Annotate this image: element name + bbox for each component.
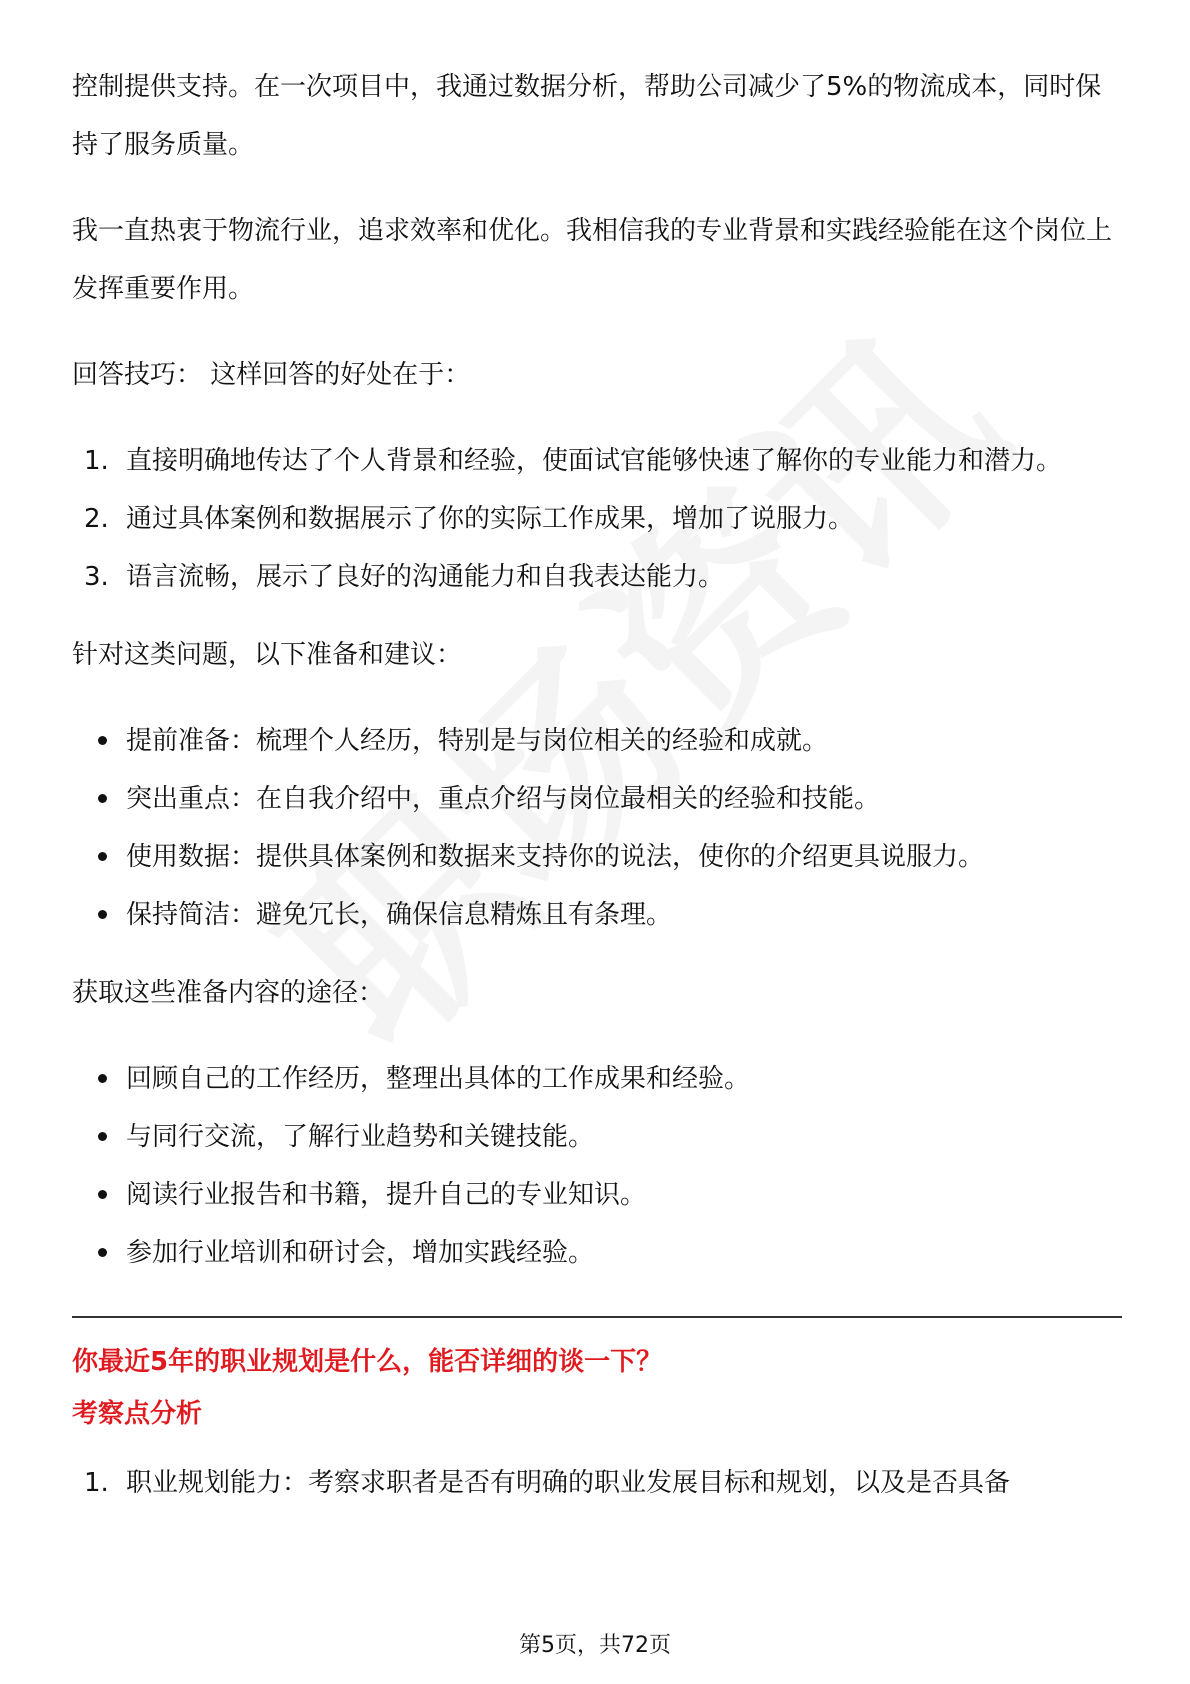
list-number: 2.	[84, 504, 109, 534]
list-item	[72, 1050, 1122, 1108]
list-item	[72, 490, 1122, 548]
source-intro: 获取这些准备内容的途径：	[72, 978, 385, 1008]
source-list	[72, 1050, 1122, 1282]
list-number: 1.	[84, 1468, 109, 1498]
list-item-text: 回顾自己的工作经历，整理出具体的工作成果和经验。	[126, 1064, 751, 1094]
list-number: 3.	[84, 562, 109, 592]
list-item-text: 使用数据：提供具体案例和数据来支持你的说法，使你的介绍更具说服力。	[126, 842, 985, 872]
list-item-text: 参加行业培训和研讨会，增加实践经验。	[126, 1238, 595, 1268]
list-item-text: 语言流畅，展示了良好的沟通能力和自我表达能力。	[126, 562, 725, 592]
bullet-icon	[98, 1248, 107, 1257]
prep-list	[72, 712, 1122, 944]
list-item	[72, 1108, 1122, 1166]
bullet-icon	[98, 1190, 107, 1199]
paragraph-experience: 控制提供支持。在一次项目中，我通过数据分析，帮助公司减少了5%的物流成本，同时保持了服务质量。	[72, 72, 1102, 160]
analysis-list	[72, 1454, 1122, 1512]
paragraph-passion: 我一直热衷于物流行业，追求效率和优化。我相信我的专业背景和实践经验能在这个岗位上发挥重要作用。	[72, 216, 1113, 304]
list-item-text: 突出重点：在自我介绍中，重点介绍与岗位最相关的经验和技能。	[126, 784, 881, 814]
list-item-text: 通过具体案例和数据展示了你的实际工作成果，增加了说服力。	[126, 504, 855, 534]
list-number: 1.	[84, 446, 109, 476]
tips-list	[72, 432, 1122, 606]
document-page	[72, 58, 1122, 1532]
question-heading: 你最近5年的职业规划是什么，能否详细的谈一下？	[72, 1347, 663, 1377]
list-item	[72, 1166, 1122, 1224]
tips-intro: 回答技巧： 这样回答的好处在于：	[72, 360, 471, 390]
page-footer: 第5页，共72页	[519, 1633, 671, 1658]
bullet-icon	[98, 1074, 107, 1083]
prep-intro: 针对这类问题，以下准备和建议：	[72, 640, 463, 670]
analysis-heading: 考察点分析	[72, 1399, 203, 1429]
bullet-icon	[98, 736, 107, 745]
list-item-text: 保持简洁：避免冗长，确保信息精炼且有条理。	[126, 900, 673, 930]
list-item-text: 直接明确地传达了个人背景和经验，使面试官能够快速了解你的专业能力和潜力。	[126, 446, 1063, 476]
list-item-text: 职业规划能力：考察求职者是否有明确的职业发展目标和规划，以及是否具备	[126, 1468, 1011, 1498]
bullet-icon	[98, 1132, 107, 1141]
list-item	[72, 1454, 1122, 1512]
list-item	[72, 432, 1122, 490]
bullet-icon	[98, 910, 107, 919]
list-item	[72, 886, 1122, 944]
list-item-text: 与同行交流，了解行业趋势和关键技能。	[126, 1122, 595, 1152]
bullet-icon	[98, 794, 107, 803]
list-item	[72, 828, 1122, 886]
list-item-text: 阅读行业报告和书籍，提升自己的专业知识。	[126, 1180, 647, 1210]
list-item	[72, 1224, 1122, 1282]
bullet-icon	[98, 852, 107, 861]
list-item	[72, 712, 1122, 770]
list-item	[72, 770, 1122, 828]
list-item	[72, 548, 1122, 606]
section-divider	[72, 1316, 1122, 1318]
list-item-text: 提前准备：梳理个人经历，特别是与岗位相关的经验和成就。	[126, 726, 829, 756]
